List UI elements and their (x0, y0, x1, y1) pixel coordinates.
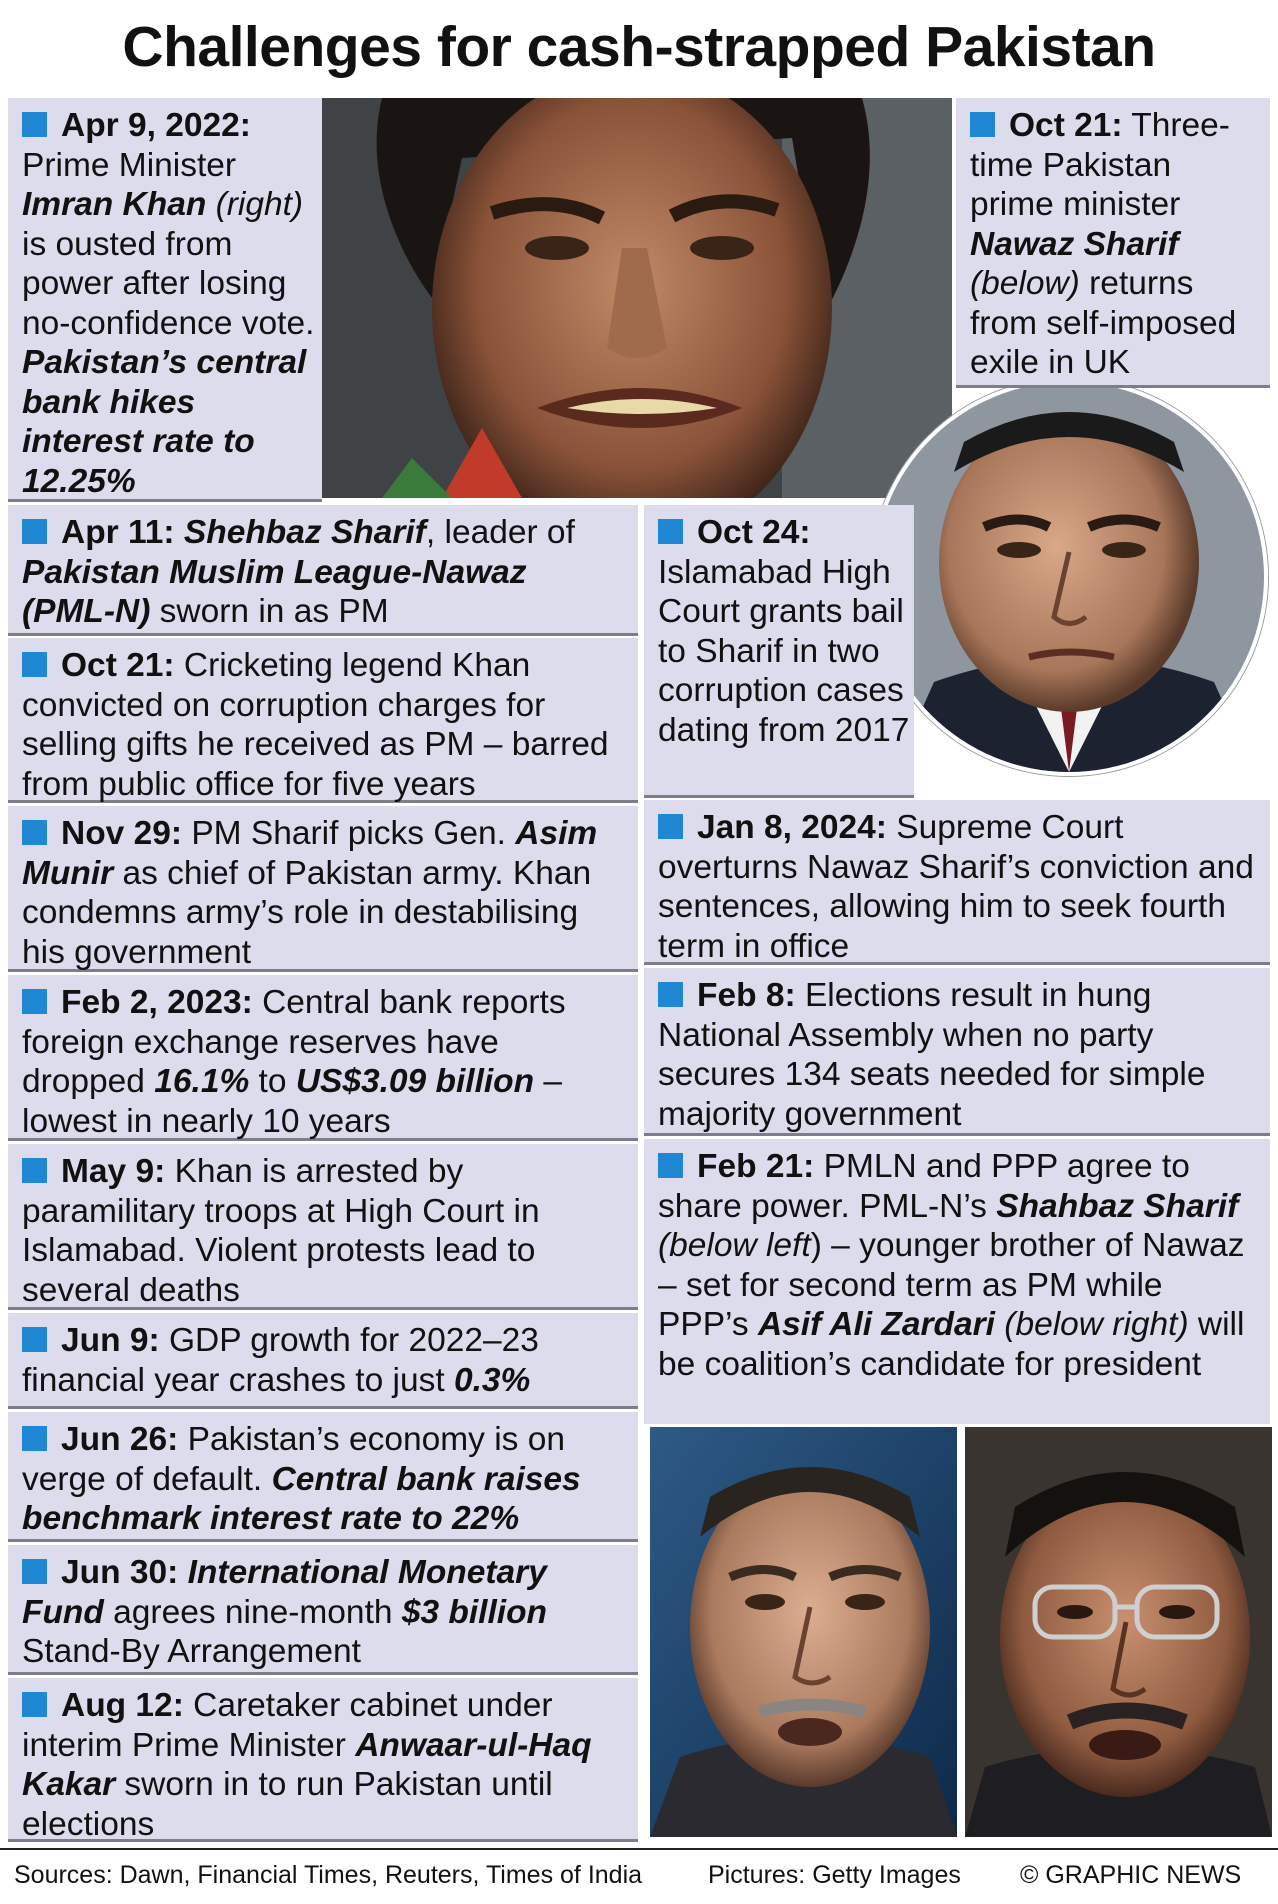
event-text: Cricketing legend Khan convicted on corruption charges for selling gifts he received as PM – barred from public office for five years (22, 647, 609, 803)
organisation-name: International Monetary Fund (22, 1554, 547, 1631)
bullet-square-icon (22, 1158, 47, 1183)
event-date: Jun 26: (61, 1421, 179, 1458)
event-date: Jan 8, 2024: (697, 809, 887, 846)
bullet-square-icon (22, 1559, 47, 1584)
event-feb2-2023 (8, 975, 638, 1141)
bullet-square-icon (658, 519, 683, 544)
event-date: Feb 8: (697, 977, 796, 1014)
bullet-square-icon (22, 989, 47, 1014)
bullet-square-icon (658, 814, 683, 839)
bullet-square-icon (22, 820, 47, 845)
event-text: GDP growth for 2022–23 financial year crashes to just (22, 1322, 539, 1399)
event-text: PM Sharif picks Gen. (182, 815, 516, 852)
event-oct21-2022 (8, 638, 638, 803)
photo-ref: (below left (658, 1227, 811, 1264)
highlight-text: US$3.09 billion (295, 1063, 535, 1100)
event-text: Khan is arrested by paramilitary troops at High Court in Islamabad. Violent protests lead to several deaths (22, 1153, 540, 1309)
event-text: , leader of (425, 514, 575, 551)
event-oct24 (644, 505, 914, 798)
event-text: – lowest in nearly 10 years (22, 1063, 563, 1140)
event-date: Oct 21: (61, 647, 175, 684)
event-jun9 (8, 1313, 638, 1409)
photo-ref: (below) (970, 265, 1080, 302)
bullet-square-icon (22, 1327, 47, 1352)
event-text: ) – younger brother of Nawaz – set for second term as PM while PPP’s (658, 1227, 1245, 1343)
person-name: Nawaz Sharif (970, 225, 1179, 263)
event-may9 (8, 1144, 638, 1310)
event-date: Feb 2, 2023: (61, 984, 253, 1021)
event-date: Oct 24: (697, 514, 811, 551)
event-jun30 (8, 1545, 638, 1675)
event-text: Pakistan’s economy is on verge of default. (22, 1421, 565, 1498)
event-nov29 (8, 806, 638, 972)
event-text: will be coalition’s candidate for president (658, 1306, 1245, 1383)
event-text: as chief of Pakistan army. Khan condemns army’s role in destabilising his government (22, 854, 592, 971)
event-text: Supreme Court overturns Nawaz Sharif’s conviction and sentences, allowing him to seek fourth term in office (658, 809, 1254, 965)
event-date: Apr 11: (61, 514, 184, 551)
photo-ref: (right) (206, 186, 304, 223)
graphic-news-credit: © GRAPHIC NEWS (1020, 1861, 1242, 1889)
footer (0, 1848, 1278, 1904)
bullet-square-icon (970, 112, 995, 137)
highlight-text: Pakistan’s central bank hikes interest rate to 12.25% (22, 344, 307, 500)
asif-ali-zardari-photo (965, 1427, 1272, 1837)
event-oct21-2023 (956, 98, 1270, 388)
bullet-square-icon (22, 1426, 47, 1451)
shehbaz-sharif-photo-art (650, 1427, 957, 1837)
event-text: Stand-By Arrangement (22, 1633, 361, 1670)
person-name: Imran Khan (22, 186, 207, 223)
event-feb21 (644, 1139, 1270, 1424)
event-text: Caretaker cabinet under interim Prime Minister (22, 1687, 553, 1764)
shehbaz-sharif-photo (650, 1427, 957, 1837)
highlight-text: 0.3% (453, 1361, 531, 1399)
event-date: May 9: (61, 1153, 166, 1190)
event-text: to (249, 1063, 296, 1100)
event-text: Central bank reports foreign exchange reserves have dropped (22, 984, 566, 1100)
event-text: agrees nine-month (103, 1593, 402, 1631)
event-date: Nov 29: (61, 815, 183, 852)
bullet-square-icon (658, 1153, 683, 1178)
event-aug12 (8, 1678, 638, 1842)
event-date: Aug 12: (61, 1687, 184, 1724)
event-date: Feb 21: (697, 1148, 815, 1185)
event-text: sworn in as PM (150, 593, 389, 630)
party-name: Pakistan Muslim League-Nawaz (PML-N) (22, 553, 527, 630)
bullet-square-icon (658, 982, 683, 1007)
person-name: Asim Munir (22, 815, 598, 892)
photo-ref: (below right) (994, 1306, 1189, 1343)
event-text: Prime Minister (22, 146, 237, 184)
event-date: Oct 21: (1009, 107, 1123, 144)
event-text: Islamabad High Court grants bail to Sharif in two corruption cases dating from 2017 (658, 553, 910, 749)
event-date: Jun 9: (61, 1322, 160, 1359)
person-name: Shahbaz Sharif (996, 1187, 1239, 1225)
event-apr11 (8, 505, 638, 636)
event-text: Three-time Pakistan prime minister (970, 107, 1230, 223)
pictures-credit: Pictures: Getty Images (708, 1861, 961, 1889)
person-name: Asif Ali Zardari (757, 1306, 995, 1343)
highlight-text: Central bank raises benchmark interest rate to 22% (22, 1460, 581, 1537)
nawaz-sharif-photo-art (874, 382, 1264, 772)
nawaz-sharif-photo (870, 378, 1268, 776)
event-text: sworn in to run Pakistan until elections (22, 1766, 553, 1843)
imran-khan-photo-art (322, 98, 952, 498)
highlight-text: 16.1% (154, 1063, 250, 1100)
event-text: PMLN and PPP agree to share power. PML-N’s (658, 1148, 1190, 1225)
event-date: Jun 30: (61, 1554, 188, 1591)
event-text: Elections result in hung National Assembly when no party secures 134 seats needed for simple majority government (658, 977, 1206, 1133)
bullet-square-icon (22, 519, 47, 544)
sources-credit: Sources: Dawn, Financial Times, Reuters, Times of India (14, 1861, 643, 1889)
bullet-square-icon (22, 112, 47, 137)
event-text: returns from self-imposed exile in UK (970, 265, 1237, 381)
imran-khan-photo (322, 98, 952, 498)
bullet-square-icon (22, 1692, 47, 1717)
event-text: is ousted from power after losing no-confidence vote. (22, 225, 315, 342)
event-date: Apr 9, 2022: (61, 107, 251, 144)
page-title: Challenges for cash-strapped Pakistan (122, 15, 1156, 79)
person-name: Anwaar-ul-Haq Kakar (22, 1726, 592, 1803)
event-apr9-2022 (8, 98, 322, 502)
event-feb8 (644, 968, 1270, 1136)
event-jun26 (8, 1412, 638, 1542)
bullet-square-icon (22, 652, 47, 677)
person-name: Shehbaz Sharif (183, 514, 426, 551)
asif-ali-zardari-photo-art (965, 1427, 1272, 1837)
highlight-text: $3 billion (401, 1593, 548, 1631)
event-jan8-2024 (644, 800, 1270, 965)
